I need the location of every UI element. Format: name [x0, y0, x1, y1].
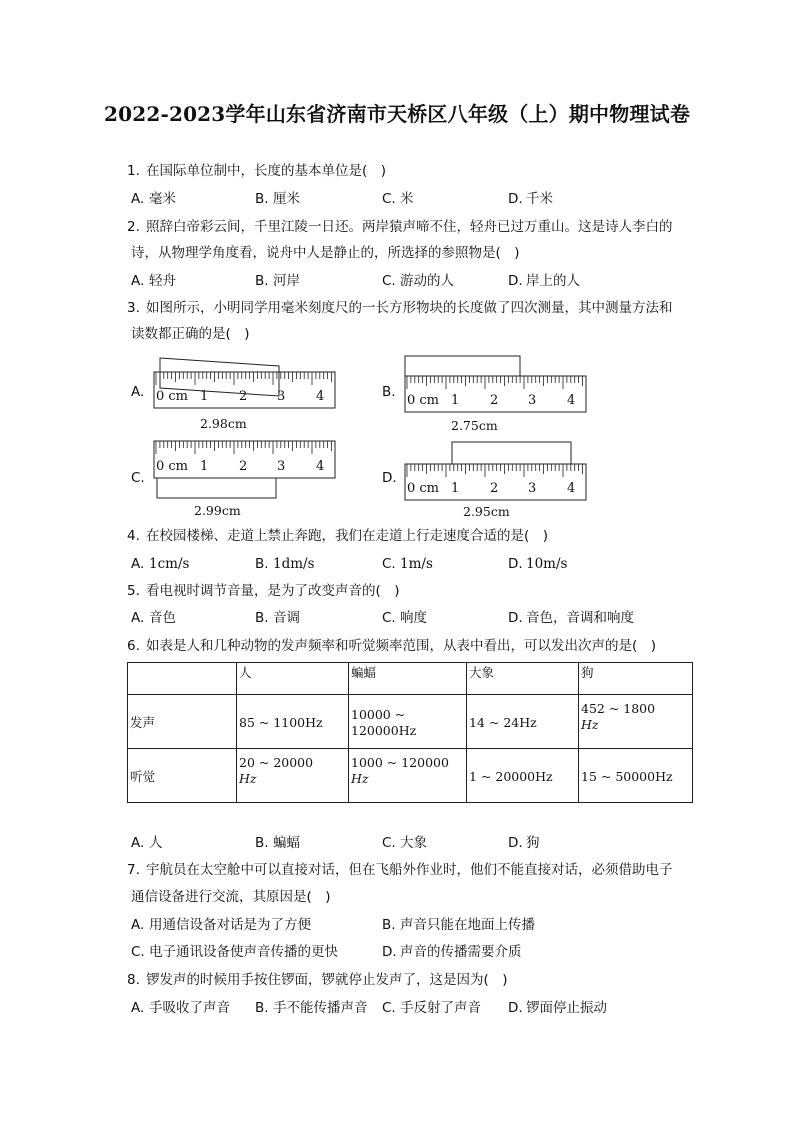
question-text: 宇航员在太空舱中可以直接对话，但在飞船外作业时，他们不能直接对话，必须借助电子 — [146, 862, 673, 878]
ruler-b-label-2: 2 — [490, 393, 499, 408]
ruler-b-label-4: 4 — [567, 393, 576, 408]
question-number: 8. — [127, 972, 140, 988]
ruler-c-label-3: 3 — [277, 459, 286, 474]
table-header-cell: 人 — [237, 663, 349, 695]
option-b: B. 手不能传播声音 — [255, 1000, 368, 1016]
ruler-d-label-0: 0 cm — [407, 481, 440, 496]
table-cell: 14 ~ 24Hz — [467, 695, 579, 749]
table-cell: 85 ~ 1100Hz — [237, 695, 349, 749]
table-cell: 20 ~ 20000 Hz — [237, 749, 349, 803]
question-2-line-2: 诗，从物理学角度看，说舟中人是静止的，所选择的参照物是( ) — [131, 245, 520, 261]
option-c: C. 电子通讯设备使声音传播的更快 — [131, 944, 338, 960]
ruler-a-label-3: 3 — [277, 389, 286, 404]
table-cell: 15 ~ 50000Hz — [579, 749, 693, 803]
table-cell: 452 ~ 1800 Hz — [579, 695, 693, 749]
ruler-a-label-4: 4 — [316, 389, 325, 404]
frequency-table — [127, 662, 693, 803]
ruler-c-label-2: 2 — [239, 459, 248, 474]
figure-label-b: B. — [382, 384, 396, 400]
question-text: 锣发声的时候用手按住锣面，锣就停止发声了，这是因为( ) — [146, 972, 508, 988]
table-row — [128, 695, 693, 749]
option-c: C. 响度 — [382, 610, 427, 626]
option-b: B. 厘米 — [255, 191, 300, 207]
option-d: D. 岸上的人 — [508, 273, 580, 289]
question-text: 在校园楼梯、走道上禁止奔跑，我们在走道上行走速度合适的是( ) — [146, 528, 549, 544]
option-b: B. 蝙蝠 — [255, 835, 300, 851]
ruler-c-label-0: 0 cm — [156, 459, 189, 474]
figure-label-a: A. — [131, 384, 145, 400]
ruler-a-labels: 0 cm — [156, 389, 189, 404]
option-a: A. 轻舟 — [131, 273, 176, 289]
question-number: 5. — [127, 583, 140, 599]
block — [452, 442, 571, 464]
option-d: D. 音色，音调和响度 — [508, 610, 634, 626]
option-a: A. 1cm/s — [131, 556, 190, 572]
ruler-b-label-1: 1 — [451, 393, 460, 408]
option-d: D. 锣面停止振动 — [508, 1000, 607, 1016]
question-6 — [127, 637, 656, 655]
block — [405, 356, 520, 376]
option-c: C. 手反射了声音 — [382, 1000, 481, 1016]
table-cell: 1000 ~ 120000 Hz — [349, 749, 467, 803]
ruler-c-label-1: 1 — [200, 459, 209, 474]
option-b: B. 河岸 — [255, 273, 300, 289]
reading-c: 2.99cm — [194, 503, 241, 518]
question-number: 3. — [127, 300, 140, 316]
question-8 — [127, 971, 508, 989]
ruler-d-label-2: 2 — [490, 481, 499, 496]
question-text: 在国际单位制中，长度的基本单位是( ) — [146, 163, 387, 179]
ruler-d-label-1: 1 — [451, 481, 460, 496]
question-4 — [127, 527, 548, 545]
reading-a: 2.98cm — [200, 416, 247, 431]
question-text: 如表是人和几种动物的发声频率和听觉频率范围，从表中看出，可以发出次声的是( ) — [146, 638, 657, 654]
figure-label-c: C. — [131, 470, 145, 486]
option-d: D. 狗 — [508, 835, 540, 851]
table-header-cell: 狗 — [579, 663, 693, 695]
option-c: C. 大象 — [382, 835, 427, 851]
page-title: 2022-2023学年山东省济南市天桥区八年级（上）期中物理试卷 — [103, 102, 691, 126]
option-c: C. 游动的人 — [382, 273, 454, 289]
question-5 — [127, 582, 400, 600]
block — [157, 478, 276, 498]
reading-d: 2.95cm — [463, 504, 510, 519]
table-header-row — [128, 663, 693, 695]
option-a: A. 毫米 — [131, 191, 176, 207]
option-d: D. 10m/s — [508, 556, 568, 572]
table-cell — [128, 663, 237, 695]
question-text: 看电视时调节音量，是为了改变声音的( ) — [146, 583, 400, 599]
option-c: C. 米 — [382, 191, 414, 207]
question-number: 7. — [127, 862, 140, 878]
option-c: C. 1m/s — [382, 556, 433, 572]
ruler-b-label-3: 3 — [528, 393, 537, 408]
ruler-a-ticks — [156, 372, 332, 385]
ruler-c-label-4: 4 — [316, 459, 325, 474]
option-b: B. 音调 — [255, 610, 300, 626]
question-3-line-2: 读数都正确的是( ) — [131, 326, 250, 342]
option-d: D. 千米 — [508, 191, 553, 207]
table-cell: 10000 ~ 120000Hz — [349, 695, 467, 749]
question-number: 6. — [127, 638, 140, 654]
option-b: B. 声音只能在地面上传播 — [382, 917, 535, 933]
table-header-cell: 蝙蝠 — [349, 663, 467, 695]
row-label: 发声 — [128, 695, 237, 749]
question-number: 1. — [127, 163, 140, 179]
question-number: 2. — [127, 219, 140, 235]
question-7-line-2: 通信设备进行交流，其原因是( ) — [131, 889, 331, 905]
ruler-a-label-1: 1 — [200, 389, 209, 404]
option-a: A. 音色 — [131, 610, 176, 626]
table-row — [128, 749, 693, 803]
option-d: D. 声音的传播需要介质 — [382, 944, 522, 960]
option-b: B. 1dm/s — [255, 556, 315, 572]
table-header-cell: 大象 — [467, 663, 579, 695]
option-a: A. 用通信设备对话是为了方便 — [131, 917, 311, 933]
question-number: 4. — [127, 528, 140, 544]
ruler-b-label-0: 0 cm — [407, 393, 440, 408]
row-label: 听觉 — [128, 749, 237, 803]
reading-b: 2.75cm — [451, 418, 498, 433]
option-a: A. 人 — [131, 835, 163, 851]
ruler-a-label-2: 2 — [239, 389, 248, 404]
ruler-d-label-4: 4 — [567, 481, 576, 496]
figure-label-d: D. — [382, 470, 397, 486]
question-7 — [127, 861, 673, 879]
question-text: 照辞白帝彩云间，千里江陵一日还。两岸猿声啼不住，轻舟已过万重山。这是诗人李白的 — [146, 219, 673, 235]
table-cell: 1 ~ 20000Hz — [467, 749, 579, 803]
question-text: 如图所示，小明同学用毫米刻度尺的一长方形物块的长度做了四次测量，其中测量方法和 — [146, 300, 673, 316]
option-a: A. 手吸收了声音 — [131, 1000, 230, 1016]
ruler-d-label-3: 3 — [528, 481, 537, 496]
